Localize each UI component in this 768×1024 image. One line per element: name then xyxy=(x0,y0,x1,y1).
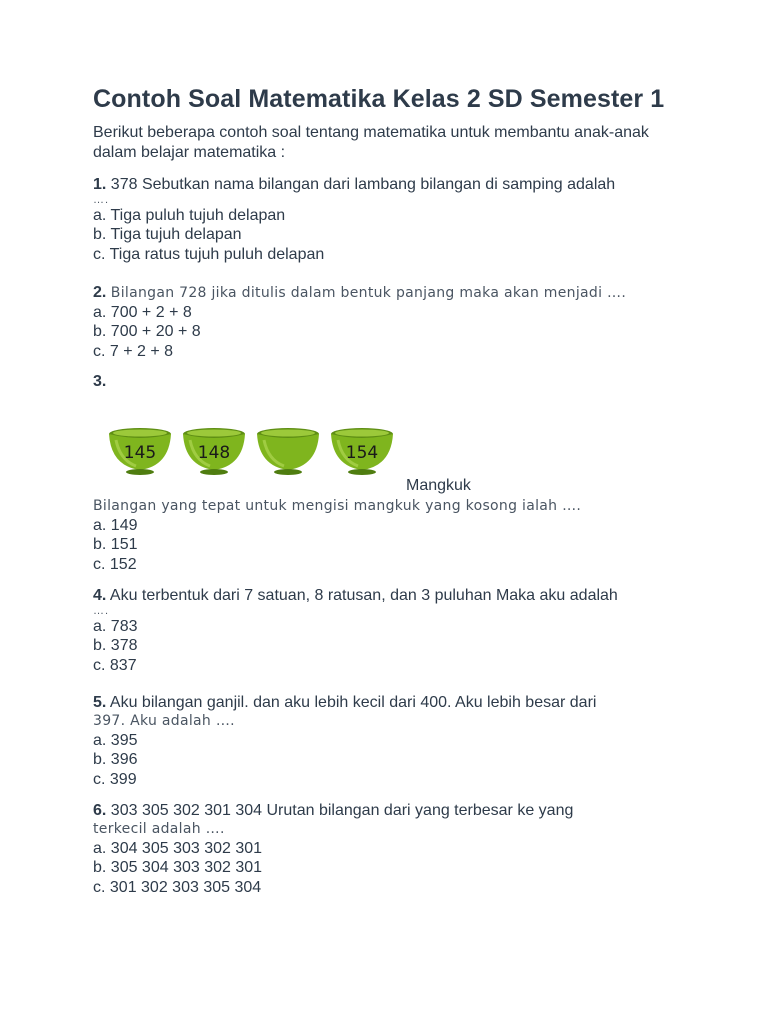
bowls-image xyxy=(108,426,398,478)
intro-paragraph: Berikut beberapa contoh soal tentang matematika untuk membantu anak-anak dalam belajar matematika : xyxy=(93,124,649,161)
question-6 xyxy=(93,801,673,897)
option-c: c. 7 + 2 + 8 xyxy=(93,342,174,360)
question-number: 5. xyxy=(93,694,107,711)
option-c: c. 399 xyxy=(93,770,137,788)
option-b: b. 151 xyxy=(93,536,138,554)
bowl-number: 145 xyxy=(123,443,157,463)
option-b: b. 305 304 303 302 301 xyxy=(93,859,263,877)
option-c: c. 301 302 303 305 304 xyxy=(93,878,262,896)
option-a: a. 149 xyxy=(93,517,138,534)
option-b: b. 378 xyxy=(93,637,138,655)
option-b: b. 700 + 20 + 8 xyxy=(93,323,201,341)
question-text: Bilangan 728 jika ditulis dalam bentuk panjang maka akan menjadi …. xyxy=(110,285,627,301)
bowl-number: 148 xyxy=(197,443,231,463)
question-number: 3. xyxy=(93,373,107,390)
question-3-number-row xyxy=(93,372,673,391)
question-text: 303 305 302 301 304 Urutan bilangan dari yang terbesar ke yang xyxy=(110,802,574,819)
option-c: c. Tiga ratus tujuh puluh delapan xyxy=(93,245,325,263)
question-text: Aku bilangan ganjil. dan aku lebih kecil dari 400. Aku lebih besar dari xyxy=(109,694,597,711)
question-4-stem xyxy=(93,586,673,605)
question-2-stem xyxy=(93,283,673,303)
bowl-3-empty xyxy=(256,426,320,476)
question-text: Bilangan yang tepat untuk mengisi mangkuk yang kosong ialah …. xyxy=(93,498,582,514)
bowl-icon xyxy=(256,426,320,476)
image-caption: Mangkuk xyxy=(406,477,471,494)
question-text: 378 Sebutkan nama bilangan dari lambang bilangan di samping adalah xyxy=(110,176,616,193)
question-5 xyxy=(93,693,673,789)
question-4 xyxy=(93,586,673,675)
option-b: b. Tiga tujuh delapan xyxy=(93,226,242,244)
question-text-continued: 397. Aku adalah …. xyxy=(93,713,235,729)
question-5-stem xyxy=(93,693,673,712)
question-number: 6. xyxy=(93,802,107,819)
question-text-continued: terkecil adalah …. xyxy=(93,821,225,837)
bowl-2 xyxy=(182,426,246,476)
option-a: a. 700 + 2 + 8 xyxy=(93,304,192,321)
question-text: Aku terbentuk dari 7 satuan, 8 ratusan, dan 3 puluhan Maka aku adalah xyxy=(109,587,618,604)
question-3-stem xyxy=(93,496,673,516)
option-a: a. 304 305 303 302 301 xyxy=(93,840,263,857)
page-title: Contoh Soal Matematika Kelas 2 SD Semester 1 xyxy=(93,85,665,113)
question-number: 2. xyxy=(93,284,107,301)
bowl-number: 154 xyxy=(345,443,379,463)
question-1-stem xyxy=(93,175,673,194)
question-dots: …. xyxy=(93,194,110,206)
question-number: 1. xyxy=(93,176,107,193)
bowl-4 xyxy=(330,426,394,476)
option-b: b. 396 xyxy=(93,751,138,769)
option-a: a. 783 xyxy=(93,618,138,635)
option-a: a. Tiga puluh tujuh delapan xyxy=(93,207,286,224)
option-c: c. 152 xyxy=(93,555,137,573)
option-a: a. 395 xyxy=(93,732,138,749)
question-3 xyxy=(93,496,673,574)
question-1 xyxy=(93,175,673,264)
question-dots: …. xyxy=(93,605,110,617)
question-6-stem xyxy=(93,801,673,820)
option-c: c. 837 xyxy=(93,656,137,674)
question-number: 4. xyxy=(93,587,107,604)
bowl-1 xyxy=(108,426,172,476)
question-2 xyxy=(93,283,673,361)
